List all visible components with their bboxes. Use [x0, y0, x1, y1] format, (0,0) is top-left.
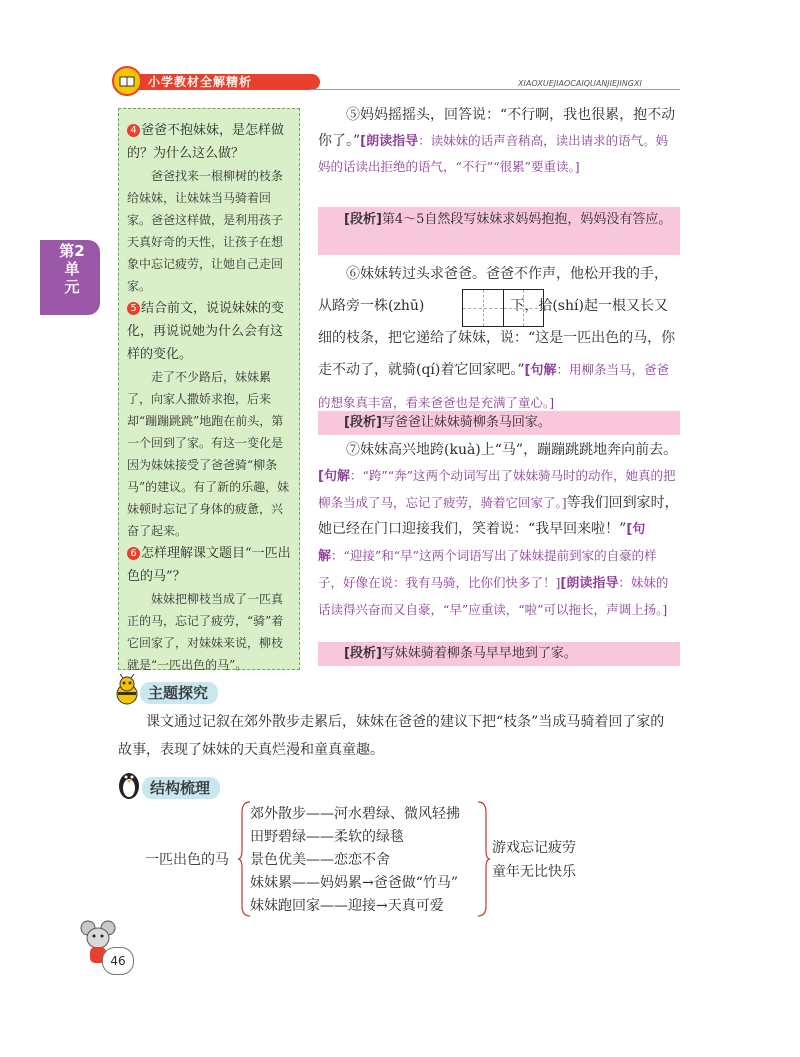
answer-5: 走了不少路后，妹妹累了，向家人撒娇求抱，后来却“蹦蹦跳跳”地跑在前头，第一个回到了家。有这一变化是因为妹妹接受了爸爸骑“柳条马”的建议。有了新的乐趣，妹妹顿时忘记了身体的疲惫，兴奋了起来。 — [127, 370, 290, 538]
question-4: 4 爸爸不抱妹妹，是怎样做的？为什么这么做？ — [127, 123, 285, 161]
structure-conclusion: 童年无比快乐 — [492, 864, 576, 880]
header-pinyin: XIAOXUEJIAOCAIQUANJIEJINGXI — [518, 79, 642, 88]
paragraph-5: ⑤妈妈摇摇头，回答说：“不行啊，我也很累，抱不动你了。”[朗读指导：读妹妹的话声音稍高，读出请求的语气。妈妈的话读出拒绝的语气，“不行”“很累”要重读。] — [318, 107, 676, 174]
header-rule — [310, 89, 680, 90]
book-logo-icon — [112, 66, 142, 96]
theme-text: 课文通过记叙在郊外散步走累后，妹妹在爸爸的建议下把“枝条”当成马骑着回了家的故事，表现了妹妹的天真烂漫和童真童趣。 — [118, 714, 665, 758]
penguin-mascot-icon — [114, 766, 144, 800]
question-number-badge: 4 — [127, 124, 140, 137]
question-number-badge: 6 — [127, 547, 140, 560]
header-title: 小学教材全解精析 — [148, 75, 253, 89]
analysis-box-2: [段析]写爸爸让妹妹骑柳条马回家。 — [318, 411, 680, 435]
page-number: 46 — [102, 947, 134, 975]
structure-root: 一匹出色的马 — [145, 852, 229, 868]
analysis-box-3: [段析]写妹妹骑着柳条马早早地到了家。 — [318, 642, 680, 666]
question-box — [118, 108, 300, 670]
analysis-box-1: [段析]第4～5自然段写妹妹求妈妈抱抱，妈妈没有答应。 — [318, 207, 680, 255]
unit-side-tab-label: 第2单元 — [59, 242, 85, 296]
structure-conclusion: 游戏忘记疲劳 — [492, 840, 576, 856]
paragraph-7: ⑦妹妹高兴地跨(kuà)上“马”，蹦蹦跳跳地奔向前去。[句解：“跨”“奔”这两个动词写出了妹妹骑马时的动作，她真的把柳条当成了马，忘记了疲劳，骑着它回家了。]等我们回到家时，她已经在门口迎接我们，笑着说：“我早回来啦！”[句解：“迎接”和“早”这两个词语写出了妹妹提前到家的自豪的样子，好像在说：我有马骑，比你们快多了！][朗读指导：妹妹的话读得兴奋而又自豪，“早”应重读，“啦”可以拖长，声调上扬。] — [318, 442, 679, 617]
theme-section-title: 主题探究 — [140, 682, 218, 704]
structure-item: 妹妹跑回家——迎接→天真可爱 — [250, 898, 444, 914]
right-brace-icon — [476, 800, 490, 918]
question-number-badge: 5 — [127, 302, 140, 315]
structure-item: 妹妹累——妈妈累→爸爸做“竹马” — [250, 875, 459, 891]
paragraph-6: ⑥妹妹转过头求爸爸。爸爸不作声，他松开我的手，从路旁一株(zhū) 下，拾(shí)起一根又长又细的枝条，把它递给了妹妹，说：“这是一匹出色的马，你走不动了，就骑(qí)着它回家吧。”[句解：用柳条当马，爸爸的想象真丰富，看来爸爸也是充满了童心。] — [318, 266, 676, 410]
handwriting-grid — [462, 289, 544, 327]
structure-item: 田野碧绿——柔软的绿毯 — [250, 829, 404, 845]
answer-4: 爸爸找来一根柳树的枝条给妹妹，让妹妹当马骑着回家。爸爸这样做，是利用孩子天真好奇的天性，让孩子在想象中忘记疲劳，让她自己走回家。 — [127, 169, 284, 293]
answer-6: 妹妹把柳枝当成了一匹真正的马，忘记了疲劳，“骑”着它回家了，对妹妹来说，柳枝就是“一匹出色的马”。 — [127, 592, 284, 672]
bee-mascot-icon — [112, 674, 142, 706]
question-6: 6 怎样理解课文题目“一匹出色的马”？ — [127, 546, 291, 584]
structure-section-title: 结构梳理 — [142, 777, 220, 799]
structure-item: 郊外散步——河水碧绿、微风轻拂 — [250, 806, 460, 822]
structure-item: 景色优美——恋恋不舍 — [250, 852, 390, 868]
question-5: 5 结合前文，说说妹妹的变化，再说说她为什么会有这样的变化。 — [127, 301, 285, 362]
